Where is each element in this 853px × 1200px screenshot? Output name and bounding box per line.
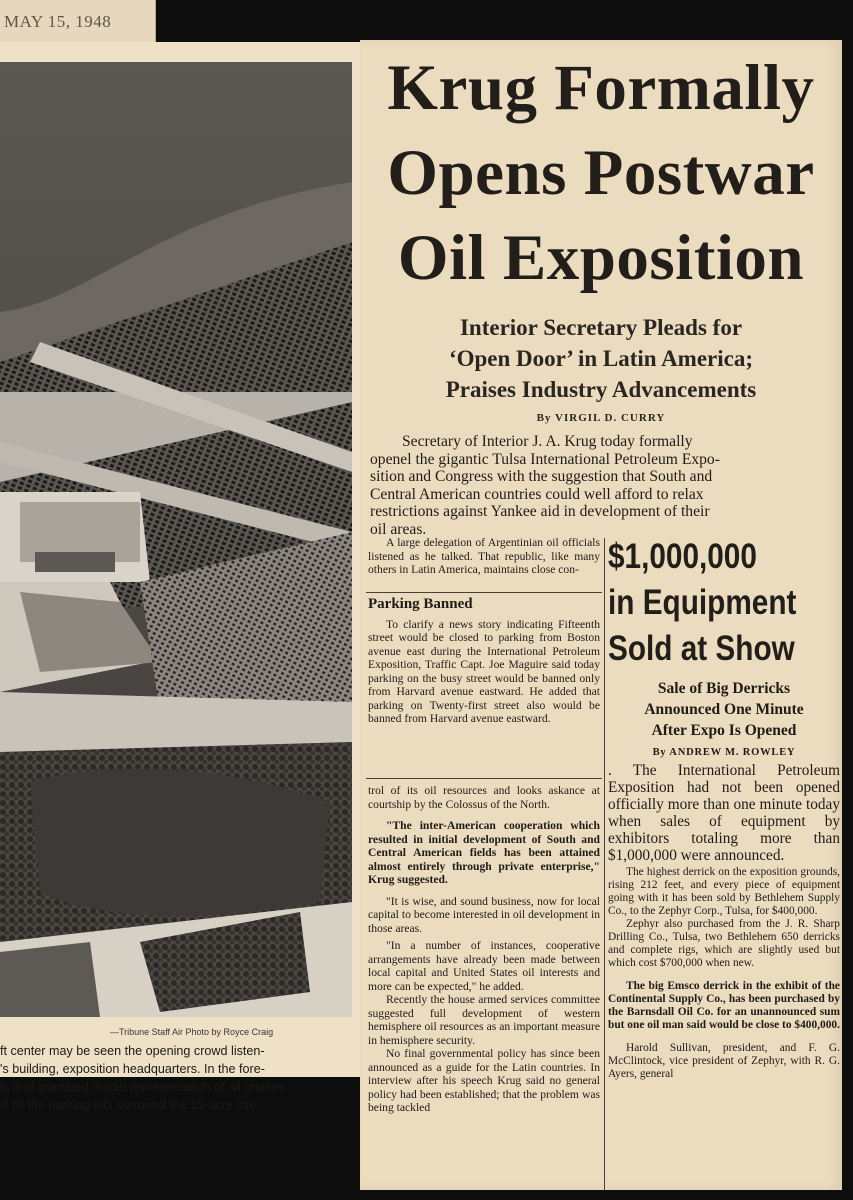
deck-line: Sale of Big Derricks [657,680,791,697]
sullivan-paragraph: Harold Sullivan, president, and F. G. McClintock, vice president of Zephyr, with R. G. Ayers, general [608,1042,840,1080]
photo-panel [0,42,360,1112]
equipment-deck [608,678,840,741]
lead-line: openel the gigantic Tulsa International Petroleum Expo- [370,450,720,468]
delegation-text: A large delegation of Argentinian oil officials listened as he talked. That republic, like many others in Latin America, maintains close con- [368,536,600,576]
equipment-body [608,866,840,1081]
emsco-paragraph: The big Emsco derrick in the exhibit of the Continental Supply Co., has been purchased by the Barnsdall Oil Co. for an unannounced sum but one oil man said would be close to $400,000. [608,980,840,1031]
equipment-headline-line: $1,000,000 [608,537,757,576]
main-deck [360,312,842,405]
main-story-continued [368,784,600,1115]
caption-line: ft center may be seen the opening crowd listen- [0,1044,265,1058]
equipment-headline-line: Sold at Show [608,629,795,668]
main-headline [360,46,842,301]
photo-credit: —Tribune Staff Air Photo by Royce Craig [110,1027,274,1037]
policy-paragraph: No final governmental policy has since been announced as a guide for the Latin countries. In interview after his speech Krug said no general policy had been established; that the problem was being tackled [368,1047,600,1114]
aerial-photo [0,62,352,1017]
divider-rule [366,592,602,593]
divider-rule [366,778,602,779]
equipment-headline-line: in Equipment [608,583,797,622]
lead-line: Central American countries could well afford to relax [370,485,704,503]
lead-line: sition and Congress with the suggestion that South and [370,468,713,485]
parking-box [368,598,600,726]
caption-line: ill fill the parking lots surround the 15-acre site. [0,1098,260,1112]
lead-paragraph [370,433,840,538]
photo-caption [0,1042,358,1114]
deck-line: Announced One Minute [644,701,804,718]
date-clipping [0,0,156,42]
article-clipping [360,40,842,1190]
quote-paragraph: "In a number of instances, cooperative arrangements have already been made between local capital and United States oil interests and more can be expected," he added. [368,939,600,993]
equipment-story [608,534,840,1081]
deck-line: Praises Industry Advancements [445,377,757,402]
parking-body: To clarify a news story indicating Fifteenth street would be closed to parking from Boston avenue east during the International Petroleum Exposition, Traffic Capt. Joe Maguire said today parking on the busy street would be banned only from Harvard avenue eastward. He added that parking on Twenty-first street also would be banned from Harvard avenue eastward. [368,617,600,725]
equipment-byline: By ANDREW M. ROWLEY [652,747,796,758]
caption-line: 's building, exposition headquarters. In the fore- [0,1062,265,1076]
delegation-paragraph [368,536,600,577]
deck-line: Interior Secretary Pleads for [459,315,743,340]
continuation-text: trol of its oil resources and looks askance at courtship by the Colossus of the North. [368,784,600,811]
aerial-photo-image [0,62,352,1017]
headline-line: Krug Formally [387,52,815,124]
caption-line: ic and animated model representation of all phases [0,1080,285,1094]
lead-line: restrictions against Yankee aid in development of their [370,503,710,520]
lead-line: oil areas. [370,520,427,538]
zephyr-paragraph: Zephyr also purchased from the J. R. Sharp Drilling Co., Tulsa, two Bethlehem 650 derricks and complete rigs, which are slightly used but which cost $700,000 when new. [608,918,840,969]
house-paragraph: Recently the house armed services committee suggested full development of western hemisphere oil resources as an important measure in hemisphere security. [368,993,600,1047]
equipment-lead: . The International Petroleum Exposition had not been opened officially more than one minute today when sales of equipment by exhibitors totaling more than $1,000,000 were announced. [608,762,840,864]
main-byline: By VIRGIL D. CURRY [536,412,666,424]
parking-title: Parking Banned [368,596,473,612]
quote-paragraph: "The inter-American cooperation which resulted in initial development of South and Central American fields has been attained almost entirely through private enterprise," Krug suggested. [368,819,600,886]
headline-line: Opens Postwar [387,137,815,209]
lead-line: Secretary of Interior J. A. Krug today formally [402,433,693,450]
derrick-paragraph: The highest derrick on the exposition grounds, rising 212 feet, and every piece of equipment going with it has been sold by Bethlehem Supply Co., to the Zephyr Corp., Tulsa, for $400,000. [608,866,840,917]
deck-line: After Expo Is Opened [651,722,797,739]
clipping-date: MAY 15, 1948 [4,12,112,31]
column-divider [604,538,605,1190]
headline-line: Oil Exposition [397,222,805,294]
deck-line: ‘Open Door’ in Latin America; [448,346,754,371]
quote-paragraph: "It is wise, and sound business, now for local capital to become interested in oil development in those areas. [368,894,600,935]
